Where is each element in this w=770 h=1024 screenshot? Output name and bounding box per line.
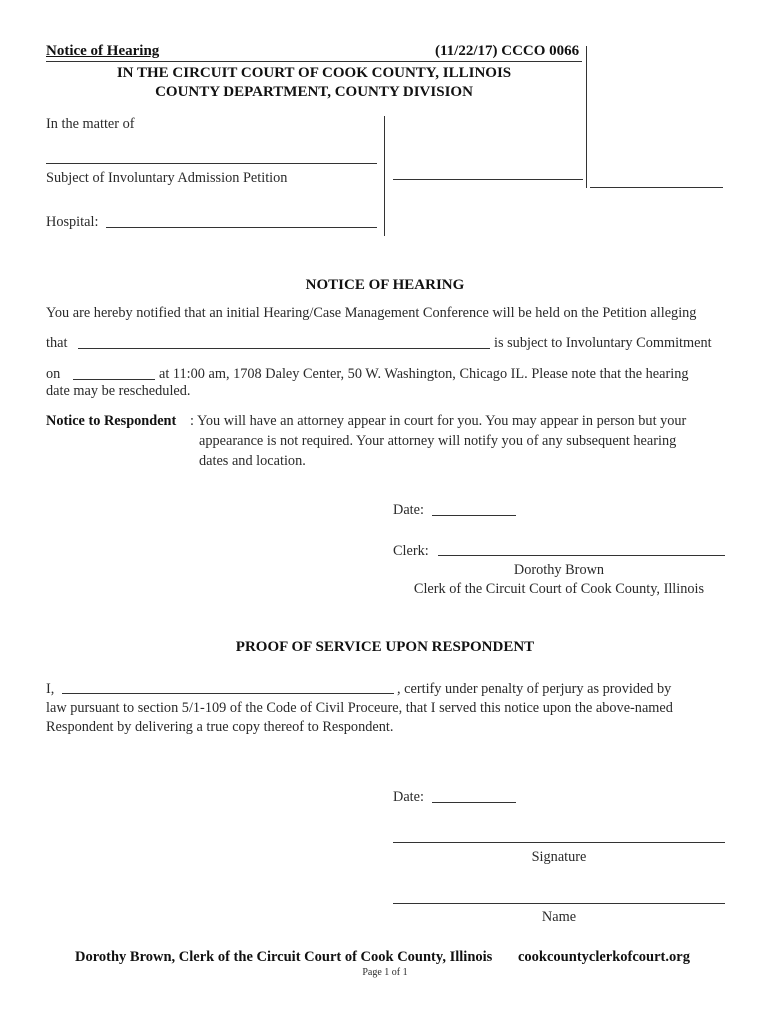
signature-field[interactable] xyxy=(393,842,725,843)
signature-label: Signature xyxy=(531,849,587,865)
proof-date-field[interactable] xyxy=(432,802,516,803)
hospital-field[interactable] xyxy=(106,227,377,228)
clerk-date-field[interactable] xyxy=(432,515,516,516)
proof-line-3: Respondent by delivering a true copy thereof to Respondent. xyxy=(46,719,394,735)
respondent-notice-line-2: appearance is not required. Your attorney will notify you of any subsequent hearing xyxy=(199,433,677,449)
clerk-date-label: Date: xyxy=(393,502,424,518)
that-label: that xyxy=(46,335,68,351)
form-title: Notice of Hearing xyxy=(46,43,160,59)
proof-date-label: Date: xyxy=(393,789,424,805)
matter-label: In the matter of xyxy=(46,116,135,132)
server-name-field[interactable] xyxy=(62,693,394,694)
hearing-date-field[interactable] xyxy=(73,379,155,380)
page-number: Page 1 of 1 xyxy=(362,967,408,978)
respondent-name-field[interactable] xyxy=(78,348,490,349)
clerk-title: Clerk of the Circuit Court of Cook County, Illinois xyxy=(413,581,705,597)
matter-name-field[interactable] xyxy=(46,163,377,164)
on-suffix: at 11:00 am, 1708 Daley Center, 50 W. Washington, Chicago IL. Please note that the hearing xyxy=(159,366,689,382)
respondent-notice-line-3: dates and location. xyxy=(199,453,306,469)
that-suffix: is subject to Involuntary Commitment xyxy=(494,335,712,351)
footer-clerk-line: Dorothy Brown, Clerk of the Circuit Court of Cook County, Illinois xyxy=(75,949,493,965)
clerk-name: Dorothy Brown xyxy=(513,562,605,578)
notice-line-1: You are hereby notified that an initial Hearing/Case Management Conference will be held on the Petition alleging xyxy=(46,305,697,321)
court-name: IN THE CIRCUIT COURT OF COOK COUNTY, ILLINOIS xyxy=(116,65,512,81)
hospital-label: Hospital: xyxy=(46,214,99,230)
clerk-signature-field[interactable] xyxy=(438,555,725,556)
proof-heading: PROOF OF SERVICE UPON RESPONDENT xyxy=(235,639,535,655)
on-label: on xyxy=(46,366,61,382)
case-number-field[interactable] xyxy=(393,179,583,180)
proof-line-2: law pursuant to section 5/1-109 of the Code of Civil Proceure, that I served this notice upon the above-named xyxy=(46,700,673,716)
form-code: (11/22/17) CCCO 0066 xyxy=(435,43,580,59)
notice-line-4: date may be rescheduled. xyxy=(46,383,191,399)
caption-center-divider xyxy=(384,116,385,236)
calendar-field[interactable] xyxy=(590,187,723,188)
footer-website-link[interactable]: cookcountyclerkofcourt.org xyxy=(518,949,690,965)
respondent-notice-label: Notice to Respondent xyxy=(46,413,177,429)
proof-line-1-suffix: , certify under penalty of perjury as provided by xyxy=(397,681,672,697)
subject-label: Subject of Involuntary Admission Petition xyxy=(46,170,288,186)
printed-name-field[interactable] xyxy=(393,903,725,904)
header-rule xyxy=(46,61,582,62)
name-label: Name xyxy=(541,909,577,925)
clerk-label: Clerk: xyxy=(393,543,429,559)
caption-right-divider xyxy=(586,46,587,188)
respondent-notice-line-1: : You will have an attorney appear in court for you. You may appear in person but your xyxy=(190,413,687,429)
proof-i-label: I, xyxy=(46,681,55,697)
court-department: COUNTY DEPARTMENT, COUNTY DIVISION xyxy=(155,84,473,100)
notice-heading: NOTICE OF HEARING xyxy=(305,277,465,293)
